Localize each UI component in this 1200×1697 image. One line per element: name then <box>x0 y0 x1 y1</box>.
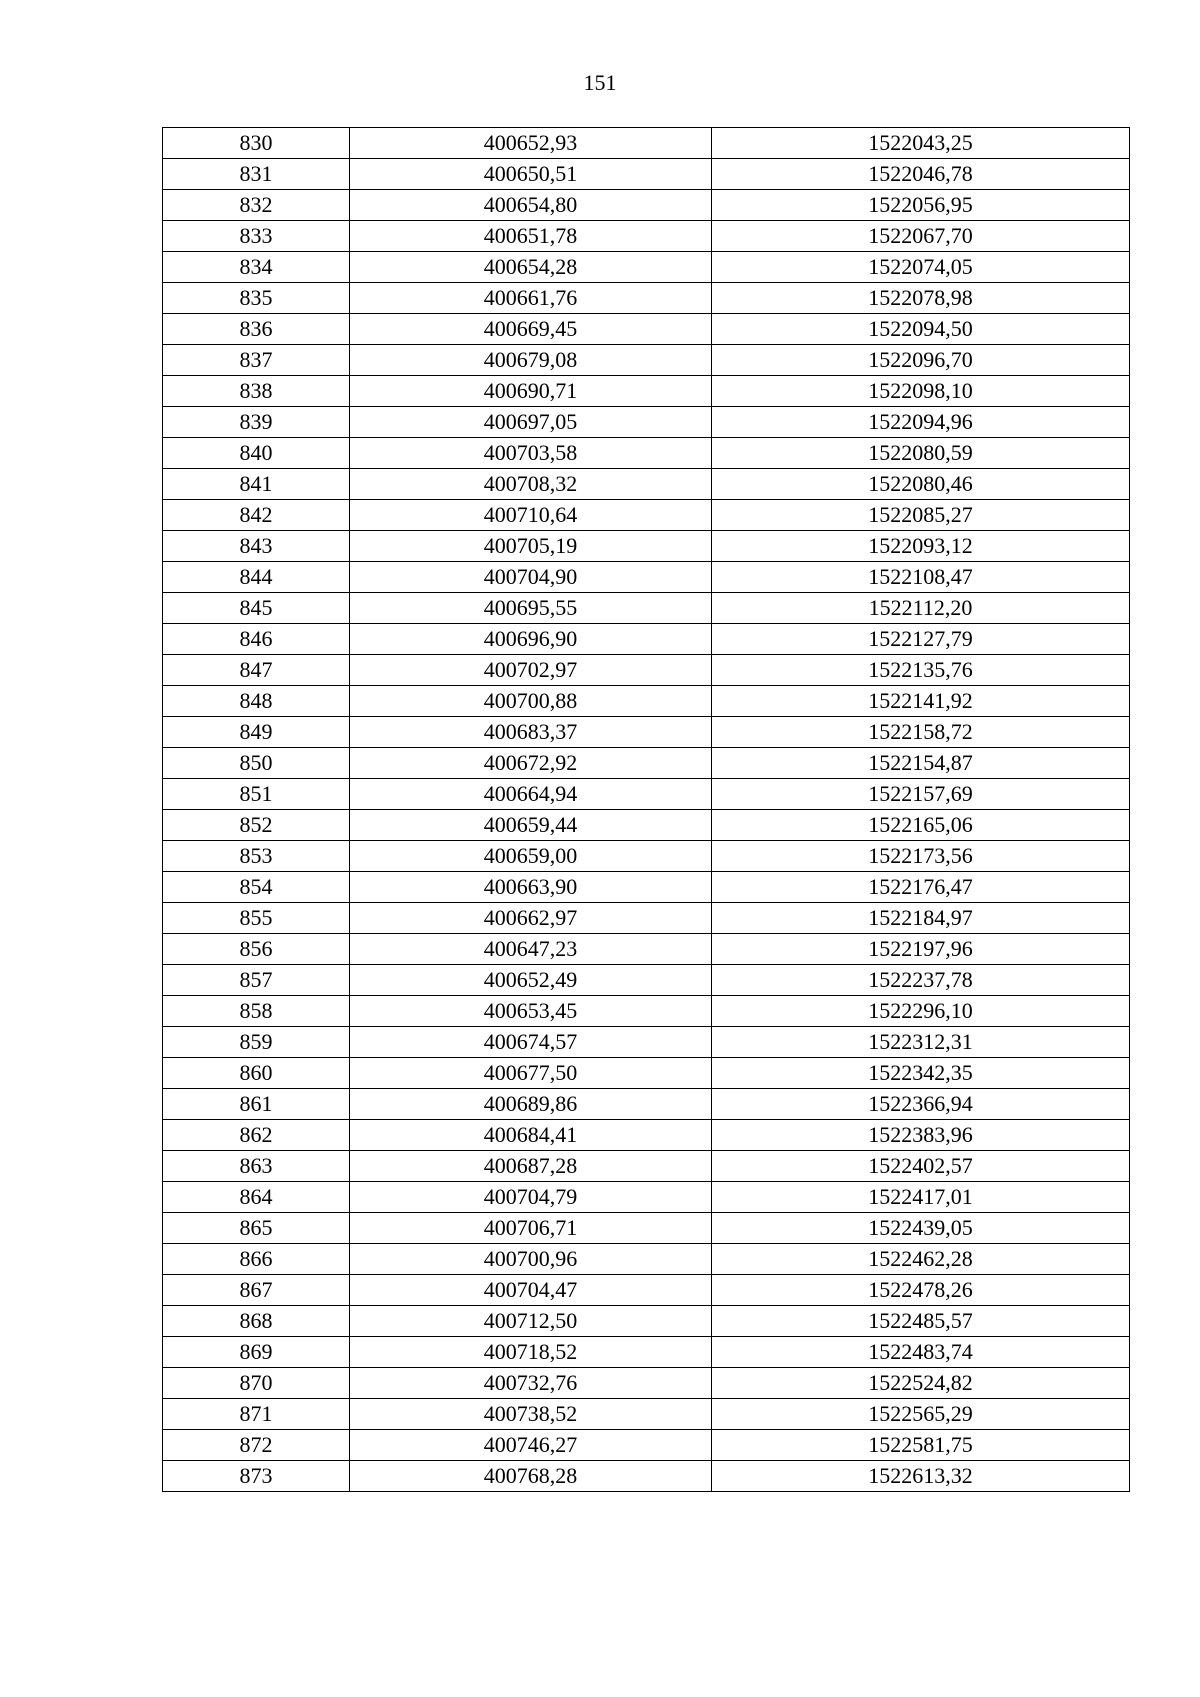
y-coordinate-cell: 1522402,57 <box>712 1151 1130 1182</box>
x-coordinate-cell: 400669,45 <box>350 314 712 345</box>
point-number-cell: 870 <box>163 1368 350 1399</box>
point-number-cell: 851 <box>163 779 350 810</box>
table-row <box>163 1058 1130 1089</box>
y-coordinate-cell: 1522085,27 <box>712 500 1130 531</box>
point-number-cell: 872 <box>163 1430 350 1461</box>
point-number-cell: 869 <box>163 1337 350 1368</box>
point-number-cell: 871 <box>163 1399 350 1430</box>
point-number-cell: 867 <box>163 1275 350 1306</box>
x-coordinate-cell: 400705,19 <box>350 531 712 562</box>
point-number-cell: 873 <box>163 1461 350 1492</box>
y-coordinate-cell: 1522108,47 <box>712 562 1130 593</box>
x-coordinate-cell: 400652,93 <box>350 128 712 159</box>
x-coordinate-cell: 400704,47 <box>350 1275 712 1306</box>
point-number-cell: 864 <box>163 1182 350 1213</box>
point-number-cell: 835 <box>163 283 350 314</box>
table-row <box>163 934 1130 965</box>
x-coordinate-cell: 400768,28 <box>350 1461 712 1492</box>
table-row <box>163 314 1130 345</box>
y-coordinate-cell: 1522056,95 <box>712 190 1130 221</box>
table-row <box>163 562 1130 593</box>
table-row <box>163 376 1130 407</box>
y-coordinate-cell: 1522296,10 <box>712 996 1130 1027</box>
x-coordinate-cell: 400654,80 <box>350 190 712 221</box>
point-number-cell: 862 <box>163 1120 350 1151</box>
y-coordinate-cell: 1522462,28 <box>712 1244 1130 1275</box>
y-coordinate-cell: 1522613,32 <box>712 1461 1130 1492</box>
y-coordinate-cell: 1522157,69 <box>712 779 1130 810</box>
table-row <box>163 1368 1130 1399</box>
x-coordinate-cell: 400704,90 <box>350 562 712 593</box>
y-coordinate-cell: 1522581,75 <box>712 1430 1130 1461</box>
table-row <box>163 1089 1130 1120</box>
point-number-cell: 857 <box>163 965 350 996</box>
y-coordinate-cell: 1522098,10 <box>712 376 1130 407</box>
point-number-cell: 843 <box>163 531 350 562</box>
y-coordinate-cell: 1522483,74 <box>712 1337 1130 1368</box>
point-number-cell: 844 <box>163 562 350 593</box>
x-coordinate-cell: 400700,96 <box>350 1244 712 1275</box>
y-coordinate-cell: 1522383,96 <box>712 1120 1130 1151</box>
table-row <box>163 1151 1130 1182</box>
x-coordinate-cell: 400704,79 <box>350 1182 712 1213</box>
point-number-cell: 850 <box>163 748 350 779</box>
coordinates-table-body <box>163 128 1130 1492</box>
table-row <box>163 1306 1130 1337</box>
x-coordinate-cell: 400672,92 <box>350 748 712 779</box>
point-number-cell: 847 <box>163 655 350 686</box>
point-number-cell: 838 <box>163 376 350 407</box>
x-coordinate-cell: 400653,45 <box>350 996 712 1027</box>
table-row <box>163 500 1130 531</box>
point-number-cell: 833 <box>163 221 350 252</box>
x-coordinate-cell: 400647,23 <box>350 934 712 965</box>
coordinates-table <box>162 127 1130 1492</box>
x-coordinate-cell: 400679,08 <box>350 345 712 376</box>
y-coordinate-cell: 1522094,96 <box>712 407 1130 438</box>
table-row <box>163 1337 1130 1368</box>
y-coordinate-cell: 1522524,82 <box>712 1368 1130 1399</box>
y-coordinate-cell: 1522043,25 <box>712 128 1130 159</box>
y-coordinate-cell: 1522173,56 <box>712 841 1130 872</box>
y-coordinate-cell: 1522565,29 <box>712 1399 1130 1430</box>
table-row <box>163 779 1130 810</box>
y-coordinate-cell: 1522237,78 <box>712 965 1130 996</box>
table-row <box>163 159 1130 190</box>
point-number-cell: 855 <box>163 903 350 934</box>
x-coordinate-cell: 400677,50 <box>350 1058 712 1089</box>
point-number-cell: 852 <box>163 810 350 841</box>
x-coordinate-cell: 400718,52 <box>350 1337 712 1368</box>
point-number-cell: 860 <box>163 1058 350 1089</box>
x-coordinate-cell: 400652,49 <box>350 965 712 996</box>
x-coordinate-cell: 400650,51 <box>350 159 712 190</box>
x-coordinate-cell: 400710,64 <box>350 500 712 531</box>
x-coordinate-cell: 400700,88 <box>350 686 712 717</box>
table-row <box>163 1027 1130 1058</box>
x-coordinate-cell: 400684,41 <box>350 1120 712 1151</box>
point-number-cell: 868 <box>163 1306 350 1337</box>
y-coordinate-cell: 1522093,12 <box>712 531 1130 562</box>
x-coordinate-cell: 400659,44 <box>350 810 712 841</box>
table-row <box>163 996 1130 1027</box>
x-coordinate-cell: 400663,90 <box>350 872 712 903</box>
table-row <box>163 1461 1130 1492</box>
x-coordinate-cell: 400732,76 <box>350 1368 712 1399</box>
y-coordinate-cell: 1522078,98 <box>712 283 1130 314</box>
y-coordinate-cell: 1522158,72 <box>712 717 1130 748</box>
y-coordinate-cell: 1522096,70 <box>712 345 1130 376</box>
y-coordinate-cell: 1522485,57 <box>712 1306 1130 1337</box>
x-coordinate-cell: 400706,71 <box>350 1213 712 1244</box>
point-number-cell: 866 <box>163 1244 350 1275</box>
point-number-cell: 831 <box>163 159 350 190</box>
x-coordinate-cell: 400654,28 <box>350 252 712 283</box>
x-coordinate-cell: 400703,58 <box>350 438 712 469</box>
table-row <box>163 872 1130 903</box>
x-coordinate-cell: 400651,78 <box>350 221 712 252</box>
table-row <box>163 903 1130 934</box>
table-row <box>163 190 1130 221</box>
table-row <box>163 1182 1130 1213</box>
y-coordinate-cell: 1522094,50 <box>712 314 1130 345</box>
table-row <box>163 1120 1130 1151</box>
y-coordinate-cell: 1522074,05 <box>712 252 1130 283</box>
table-row <box>163 686 1130 717</box>
page-number: 151 <box>583 70 617 95</box>
y-coordinate-cell: 1522342,35 <box>712 1058 1130 1089</box>
point-number-cell: 837 <box>163 345 350 376</box>
x-coordinate-cell: 400683,37 <box>350 717 712 748</box>
table-row <box>163 438 1130 469</box>
y-coordinate-cell: 1522141,92 <box>712 686 1130 717</box>
x-coordinate-cell: 400708,32 <box>350 469 712 500</box>
x-coordinate-cell: 400695,55 <box>350 593 712 624</box>
point-number-cell: 856 <box>163 934 350 965</box>
point-number-cell: 863 <box>163 1151 350 1182</box>
point-number-cell: 853 <box>163 841 350 872</box>
table-row <box>163 624 1130 655</box>
point-number-cell: 842 <box>163 500 350 531</box>
x-coordinate-cell: 400674,57 <box>350 1027 712 1058</box>
point-number-cell: 839 <box>163 407 350 438</box>
point-number-cell: 865 <box>163 1213 350 1244</box>
y-coordinate-cell: 1522184,97 <box>712 903 1130 934</box>
x-coordinate-cell: 400662,97 <box>350 903 712 934</box>
y-coordinate-cell: 1522312,31 <box>712 1027 1130 1058</box>
table-row <box>163 655 1130 686</box>
y-coordinate-cell: 1522417,01 <box>712 1182 1130 1213</box>
table-row <box>163 748 1130 779</box>
x-coordinate-cell: 400659,00 <box>350 841 712 872</box>
point-number-cell: 845 <box>163 593 350 624</box>
point-number-cell: 859 <box>163 1027 350 1058</box>
x-coordinate-cell: 400738,52 <box>350 1399 712 1430</box>
table-row <box>163 221 1130 252</box>
table-row <box>163 1213 1130 1244</box>
y-coordinate-cell: 1522165,06 <box>712 810 1130 841</box>
y-coordinate-cell: 1522366,94 <box>712 1089 1130 1120</box>
point-number-cell: 849 <box>163 717 350 748</box>
table-row <box>163 1399 1130 1430</box>
x-coordinate-cell: 400690,71 <box>350 376 712 407</box>
point-number-cell: 834 <box>163 252 350 283</box>
x-coordinate-cell: 400702,97 <box>350 655 712 686</box>
x-coordinate-cell: 400664,94 <box>350 779 712 810</box>
y-coordinate-cell: 1522478,26 <box>712 1275 1130 1306</box>
table-row <box>163 345 1130 376</box>
y-coordinate-cell: 1522176,47 <box>712 872 1130 903</box>
point-number-cell: 832 <box>163 190 350 221</box>
table-row <box>163 283 1130 314</box>
table-row <box>163 965 1130 996</box>
x-coordinate-cell: 400661,76 <box>350 283 712 314</box>
table-row <box>163 1244 1130 1275</box>
table-row <box>163 531 1130 562</box>
point-number-cell: 861 <box>163 1089 350 1120</box>
table-row <box>163 593 1130 624</box>
y-coordinate-cell: 1522080,46 <box>712 469 1130 500</box>
table-row <box>163 252 1130 283</box>
y-coordinate-cell: 1522046,78 <box>712 159 1130 190</box>
table-row <box>163 717 1130 748</box>
point-number-cell: 830 <box>163 128 350 159</box>
x-coordinate-cell: 400746,27 <box>350 1430 712 1461</box>
table-row <box>163 1430 1130 1461</box>
table-row <box>163 469 1130 500</box>
point-number-cell: 836 <box>163 314 350 345</box>
y-coordinate-cell: 1522154,87 <box>712 748 1130 779</box>
point-number-cell: 858 <box>163 996 350 1027</box>
table-row <box>163 407 1130 438</box>
point-number-cell: 846 <box>163 624 350 655</box>
table-row <box>163 1275 1130 1306</box>
y-coordinate-cell: 1522197,96 <box>712 934 1130 965</box>
point-number-cell: 841 <box>163 469 350 500</box>
point-number-cell: 848 <box>163 686 350 717</box>
point-number-cell: 840 <box>163 438 350 469</box>
table-row <box>163 810 1130 841</box>
x-coordinate-cell: 400696,90 <box>350 624 712 655</box>
y-coordinate-cell: 1522067,70 <box>712 221 1130 252</box>
y-coordinate-cell: 1522127,79 <box>712 624 1130 655</box>
x-coordinate-cell: 400697,05 <box>350 407 712 438</box>
x-coordinate-cell: 400712,50 <box>350 1306 712 1337</box>
y-coordinate-cell: 1522080,59 <box>712 438 1130 469</box>
x-coordinate-cell: 400689,86 <box>350 1089 712 1120</box>
table-row <box>163 841 1130 872</box>
y-coordinate-cell: 1522439,05 <box>712 1213 1130 1244</box>
x-coordinate-cell: 400687,28 <box>350 1151 712 1182</box>
y-coordinate-cell: 1522112,20 <box>712 593 1130 624</box>
point-number-cell: 854 <box>163 872 350 903</box>
y-coordinate-cell: 1522135,76 <box>712 655 1130 686</box>
table-row <box>163 128 1130 159</box>
